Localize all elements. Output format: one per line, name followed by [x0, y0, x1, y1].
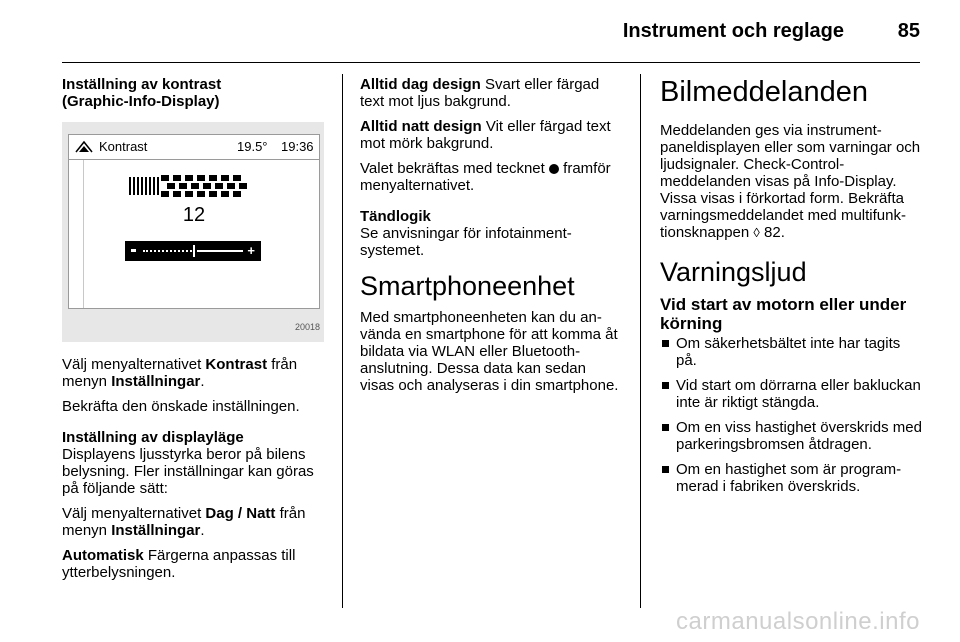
text: Meddelanden ges via instrumentpaneldisplayen eller som varningar och ljudsignaler. Check-Control-meddelanden visas på Info-Display. Vissa visas i förkortad form. Bekräfta varningsmeddelandet med multifunktionsknappen	[660, 122, 921, 241]
column-divider	[342, 74, 343, 608]
menu-item-name: Dag / Natt	[205, 505, 276, 522]
contrast-value: 12	[182, 204, 206, 226]
display-temperature: 19.5°	[237, 139, 268, 154]
paragraph: Displayens ljusstyrka beror på bilens belysning. Fler inställningar kan göras på följande sätt:	[62, 446, 314, 497]
paragraph: Bekräfta den önskade inställningen.	[62, 398, 300, 415]
section-title-smartphone: Smartphoneenhet	[360, 271, 575, 301]
menu-name: Inställningar	[111, 373, 201, 390]
list-item	[660, 335, 922, 369]
header-title: Instrument och reglage	[622, 20, 844, 42]
section-heading-contrast	[62, 76, 324, 110]
list-item-text: Om säkerhetsbältet inte har tagits på.	[676, 335, 901, 369]
plus-icon: +	[247, 243, 255, 258]
section-title-messages: Bilmeddelanden	[660, 76, 868, 108]
column-divider	[640, 74, 641, 608]
column-right	[660, 76, 922, 503]
bullet-square-icon	[662, 382, 669, 389]
text: Svart eller färgad text mot ljus bakgrund.	[360, 76, 600, 110]
page-header	[62, 0, 920, 63]
filled-circle-icon	[549, 164, 559, 174]
watermark: carmanualsonline.info	[676, 608, 920, 635]
figure-code: 20018	[294, 322, 320, 332]
paragraph: Se anvisningar för infotainmentsystemet.	[360, 225, 572, 259]
column-left	[62, 76, 324, 589]
paragraph	[62, 356, 324, 390]
bullet-square-icon	[662, 424, 669, 431]
text: framför menyalternativet.	[360, 160, 611, 194]
text: .	[200, 522, 205, 539]
bullet-square-icon	[662, 466, 669, 473]
paragraph	[360, 118, 622, 152]
text: Färgerna anpassas till ytterbelysningen.	[62, 547, 296, 581]
heading-line: (Graphic-Info-Display)	[62, 93, 220, 110]
subsection-heading: Vid start av motorn eller under körning	[660, 295, 907, 333]
text: Valet bekräftas med tecknet	[360, 160, 549, 177]
list-item	[660, 419, 922, 453]
text: Vit eller färgad text mot mörk bakgrund.	[360, 118, 611, 152]
slider-track-solid	[197, 250, 243, 252]
display-side-strip	[69, 160, 84, 308]
section-title-warning-sounds: Varningsljud	[660, 257, 807, 287]
page-reference: 82.	[759, 224, 785, 241]
list-item-text: Vid start om dörrarna eller bakluckan inte är riktigt stängda.	[676, 377, 921, 411]
text: från menyn	[62, 505, 306, 539]
text: .	[200, 373, 205, 390]
contrast-icon	[75, 140, 93, 154]
paragraph	[360, 76, 622, 110]
paragraph	[660, 122, 922, 241]
display-screen	[68, 134, 320, 309]
menu-name: Inställningar	[111, 522, 201, 539]
list-item-text: Om en hastighet som är programmerad i fabriken överskrids.	[676, 461, 902, 495]
option-name: Automatisk	[62, 547, 144, 564]
display-status-bar	[69, 135, 319, 160]
bullet-square-icon	[662, 340, 669, 347]
warning-list	[660, 335, 922, 495]
display-time: 19:36	[281, 139, 314, 154]
column-middle	[360, 76, 622, 402]
minus-icon	[131, 249, 136, 252]
paragraph: Med smartphoneenheten kan du använda en smartphone för att komma åt bildata via WLAN eller Bluetooth-anslutning. Dessa data kan sedan visas och analyseras i din smartphone.	[360, 309, 619, 394]
option-name: Alltid dag design	[360, 76, 481, 93]
contrast-test-pattern	[129, 175, 249, 197]
paragraph	[62, 547, 324, 581]
slider-knob	[193, 245, 195, 257]
display-menu-label: Kontrast	[99, 139, 148, 154]
display-figure	[62, 122, 324, 342]
text: från menyn	[62, 356, 298, 390]
page-number: 85	[897, 20, 920, 42]
paragraph	[62, 505, 324, 539]
heading-line: Inställning av kontrast	[62, 76, 222, 93]
slider-track-dotted	[143, 250, 195, 252]
text: Välj menyalternativet	[62, 505, 206, 522]
list-item-text: Om en viss hastighet överskrids med parkeringsbromsen åtdragen.	[676, 419, 922, 453]
section-heading-ignition: Tändlogik	[360, 208, 431, 225]
option-name: Alltid natt design	[360, 118, 482, 135]
list-item	[660, 461, 922, 495]
text: Välj menyalternativet	[62, 356, 206, 373]
menu-item-name: Kontrast	[205, 356, 268, 373]
paragraph	[360, 160, 622, 194]
list-item	[660, 377, 922, 411]
cross-reference-arrow-icon: ◊	[753, 225, 760, 240]
contrast-slider	[125, 241, 261, 261]
section-heading-display-mode: Inställning av displayläge	[62, 429, 244, 446]
